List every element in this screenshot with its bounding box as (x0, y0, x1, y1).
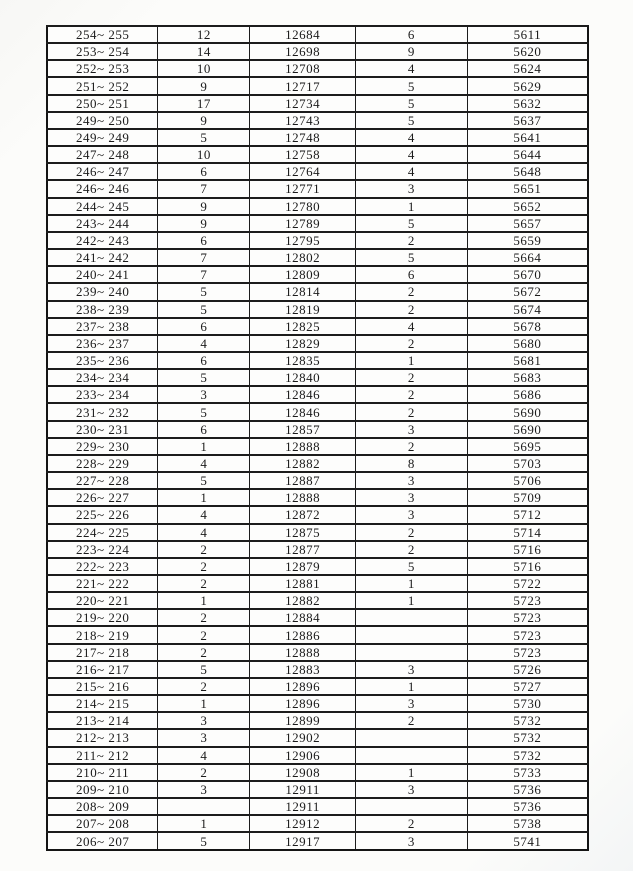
table-cell: 3 (355, 421, 467, 438)
table-cell: 12888 (250, 644, 355, 661)
table-row (47, 489, 588, 506)
table-cell: 5651 (467, 180, 588, 197)
score-distribution-table (46, 25, 589, 851)
table-cell: 5722 (467, 575, 588, 592)
table-cell: 3 (158, 712, 250, 729)
table-cell: 5712 (467, 506, 588, 523)
score-range-cell: 227~ 228 (47, 472, 158, 489)
table-row (47, 747, 588, 764)
table-row (47, 352, 588, 369)
table-row (47, 678, 588, 695)
table-row (47, 266, 588, 283)
table-cell: 6 (158, 232, 250, 249)
table-cell: 12 (158, 26, 250, 43)
table-cell: 9 (355, 43, 467, 60)
table-cell: 2 (355, 438, 467, 455)
table-cell: 3 (355, 661, 467, 678)
score-range-cell: 246~ 247 (47, 163, 158, 180)
table-cell: 5652 (467, 198, 588, 215)
score-range-cell: 230~ 231 (47, 421, 158, 438)
table-cell: 12875 (250, 524, 355, 541)
table-cell: 12908 (250, 764, 355, 781)
table-cell: 3 (355, 506, 467, 523)
table-cell: 2 (355, 403, 467, 420)
table-cell: 12887 (250, 472, 355, 489)
table-row (47, 438, 588, 455)
table-cell: 5 (355, 77, 467, 94)
table-cell: 1 (355, 575, 467, 592)
table-cell: 5741 (467, 832, 588, 850)
score-range-cell: 229~ 230 (47, 438, 158, 455)
table-cell: 14 (158, 43, 250, 60)
table-cell: 12743 (250, 112, 355, 129)
table-row (47, 815, 588, 832)
table-row (47, 146, 588, 163)
table-row (47, 403, 588, 420)
table-cell: 5 (158, 832, 250, 850)
score-range-cell: 206~ 207 (47, 832, 158, 850)
table-row (47, 386, 588, 403)
table-cell: 5730 (467, 695, 588, 712)
table-cell: 3 (158, 781, 250, 798)
score-range-cell: 225~ 226 (47, 506, 158, 523)
score-range-cell: 251~ 252 (47, 77, 158, 94)
table-row (47, 112, 588, 129)
table-cell: 12717 (250, 77, 355, 94)
table-cell: 9 (158, 215, 250, 232)
table-row (47, 626, 588, 643)
table-row (47, 764, 588, 781)
table-cell: 5664 (467, 249, 588, 266)
table-cell: 5 (355, 249, 467, 266)
score-range-cell: 254~ 255 (47, 26, 158, 43)
score-range-cell: 212~ 213 (47, 729, 158, 746)
table-cell (355, 609, 467, 626)
table-cell: 12825 (250, 318, 355, 335)
table-cell: 4 (355, 146, 467, 163)
table-row (47, 249, 588, 266)
table-cell: 4 (355, 129, 467, 146)
table-row (47, 43, 588, 60)
table-cell: 3 (355, 781, 467, 798)
table-cell (355, 798, 467, 815)
table-cell: 12780 (250, 198, 355, 215)
score-range-cell: 246~ 246 (47, 180, 158, 197)
table-cell: 6 (355, 26, 467, 43)
score-range-cell: 222~ 223 (47, 558, 158, 575)
table-cell: 5644 (467, 146, 588, 163)
table-cell: 4 (158, 455, 250, 472)
table-cell: 12872 (250, 506, 355, 523)
table-cell: 5 (158, 661, 250, 678)
table-cell: 4 (355, 318, 467, 335)
table-row (47, 77, 588, 94)
table-cell: 5732 (467, 712, 588, 729)
table-cell: 5683 (467, 369, 588, 386)
table-body (47, 26, 588, 850)
table-row (47, 832, 588, 850)
table-cell: 2 (355, 301, 467, 318)
table-cell: 2 (158, 558, 250, 575)
table-cell: 12917 (250, 832, 355, 850)
table-cell: 12802 (250, 249, 355, 266)
table-row (47, 609, 588, 626)
score-range-cell: 247~ 248 (47, 146, 158, 163)
table-cell: 4 (158, 747, 250, 764)
score-range-cell: 250~ 251 (47, 95, 158, 112)
table-cell: 12829 (250, 335, 355, 352)
table-row (47, 712, 588, 729)
score-range-cell: 233~ 234 (47, 386, 158, 403)
table-cell: 5690 (467, 421, 588, 438)
table-cell: 12877 (250, 541, 355, 558)
table-cell: 5723 (467, 644, 588, 661)
table-cell: 5641 (467, 129, 588, 146)
score-range-cell: 214~ 215 (47, 695, 158, 712)
table-cell: 4 (158, 524, 250, 541)
table-cell: 5629 (467, 77, 588, 94)
score-range-cell: 241~ 242 (47, 249, 158, 266)
table-cell: 12789 (250, 215, 355, 232)
table-cell (158, 798, 250, 815)
table-cell: 1 (158, 592, 250, 609)
table-row (47, 472, 588, 489)
table-cell: 12758 (250, 146, 355, 163)
table-row (47, 198, 588, 215)
table-cell: 5738 (467, 815, 588, 832)
table-cell: 1 (355, 678, 467, 695)
table-cell: 5723 (467, 609, 588, 626)
table-cell: 5681 (467, 352, 588, 369)
table-cell: 5632 (467, 95, 588, 112)
table-cell: 10 (158, 60, 250, 77)
table-cell: 5723 (467, 592, 588, 609)
table-cell (355, 729, 467, 746)
table-cell: 1 (355, 352, 467, 369)
table-row (47, 163, 588, 180)
score-range-cell: 234~ 234 (47, 369, 158, 386)
table-cell: 4 (158, 506, 250, 523)
table-row (47, 524, 588, 541)
table-cell: 5 (355, 112, 467, 129)
table-cell: 12912 (250, 815, 355, 832)
table-cell: 5637 (467, 112, 588, 129)
table-cell: 5 (355, 215, 467, 232)
score-range-cell: 243~ 244 (47, 215, 158, 232)
table-cell: 5 (158, 283, 250, 300)
table-cell: 17 (158, 95, 250, 112)
table-cell: 5733 (467, 764, 588, 781)
table-cell: 1 (355, 198, 467, 215)
table-cell: 12879 (250, 558, 355, 575)
table-cell: 12911 (250, 781, 355, 798)
table-cell: 12748 (250, 129, 355, 146)
score-range-cell: 239~ 240 (47, 283, 158, 300)
table-cell: 6 (158, 163, 250, 180)
score-range-cell: 249~ 249 (47, 129, 158, 146)
score-range-cell: 223~ 224 (47, 541, 158, 558)
table-cell: 6 (158, 352, 250, 369)
table-cell: 12888 (250, 438, 355, 455)
table-cell: 5 (158, 301, 250, 318)
table-cell: 5659 (467, 232, 588, 249)
table-cell: 9 (158, 77, 250, 94)
score-range-cell: 216~ 217 (47, 661, 158, 678)
table-cell: 5727 (467, 678, 588, 695)
table-cell: 5624 (467, 60, 588, 77)
table-cell: 2 (158, 678, 250, 695)
table-row (47, 301, 588, 318)
table-cell: 3 (355, 695, 467, 712)
table-cell: 7 (158, 180, 250, 197)
table-cell: 1 (355, 592, 467, 609)
table-row (47, 335, 588, 352)
table-cell: 3 (158, 729, 250, 746)
table-cell: 5680 (467, 335, 588, 352)
table-cell: 4 (355, 60, 467, 77)
table-cell: 5709 (467, 489, 588, 506)
score-range-cell: 218~ 219 (47, 626, 158, 643)
table-cell: 9 (158, 112, 250, 129)
table-cell: 12906 (250, 747, 355, 764)
table-cell: 12882 (250, 592, 355, 609)
table-cell: 2 (158, 609, 250, 626)
score-range-cell: 240~ 241 (47, 266, 158, 283)
score-range-cell: 242~ 243 (47, 232, 158, 249)
table-cell: 12857 (250, 421, 355, 438)
table-cell: 2 (355, 283, 467, 300)
table-cell: 5716 (467, 558, 588, 575)
table-cell: 12708 (250, 60, 355, 77)
table-cell: 2 (158, 626, 250, 643)
table-cell: 3 (355, 489, 467, 506)
table-cell: 12888 (250, 489, 355, 506)
table-row (47, 695, 588, 712)
table-row (47, 644, 588, 661)
table-cell: 1 (158, 695, 250, 712)
table-row (47, 129, 588, 146)
table-cell: 12809 (250, 266, 355, 283)
table-cell: 12896 (250, 678, 355, 695)
table-row (47, 95, 588, 112)
table-row (47, 180, 588, 197)
score-range-cell: 238~ 239 (47, 301, 158, 318)
table-cell: 12734 (250, 95, 355, 112)
table-cell (355, 747, 467, 764)
table-cell: 3 (355, 180, 467, 197)
table-cell: 5732 (467, 747, 588, 764)
table-row (47, 798, 588, 815)
table-row (47, 283, 588, 300)
table-cell: 7 (158, 266, 250, 283)
table-cell: 5 (158, 472, 250, 489)
table-cell: 2 (355, 369, 467, 386)
table-cell: 5657 (467, 215, 588, 232)
table-cell (355, 644, 467, 661)
table-cell: 1 (355, 764, 467, 781)
table-cell: 12911 (250, 798, 355, 815)
table-cell: 5 (158, 369, 250, 386)
table-cell: 5 (355, 95, 467, 112)
score-range-cell: 236~ 237 (47, 335, 158, 352)
score-range-cell: 237~ 238 (47, 318, 158, 335)
table-cell: 12883 (250, 661, 355, 678)
table-cell: 2 (355, 335, 467, 352)
score-range-cell: 228~ 229 (47, 455, 158, 472)
table-cell: 3 (355, 472, 467, 489)
table-cell: 3 (158, 386, 250, 403)
table-cell: 5706 (467, 472, 588, 489)
table-row (47, 26, 588, 43)
table-row (47, 781, 588, 798)
score-range-cell: 209~ 210 (47, 781, 158, 798)
table-cell: 5723 (467, 626, 588, 643)
score-range-cell: 244~ 245 (47, 198, 158, 215)
score-range-cell: 217~ 218 (47, 644, 158, 661)
table-cell: 5620 (467, 43, 588, 60)
table-row (47, 369, 588, 386)
table-cell: 5690 (467, 403, 588, 420)
score-range-cell: 211~ 212 (47, 747, 158, 764)
table-cell: 5695 (467, 438, 588, 455)
score-range-cell: 226~ 227 (47, 489, 158, 506)
table-cell: 5678 (467, 318, 588, 335)
table-row (47, 232, 588, 249)
score-range-cell: 252~ 253 (47, 60, 158, 77)
table-cell: 12795 (250, 232, 355, 249)
table-cell: 1 (158, 815, 250, 832)
table-row (47, 455, 588, 472)
table-row (47, 729, 588, 746)
table-cell: 12896 (250, 695, 355, 712)
table-row (47, 215, 588, 232)
table-cell: 5716 (467, 541, 588, 558)
score-range-cell: 249~ 250 (47, 112, 158, 129)
table-cell: 12882 (250, 455, 355, 472)
table-cell: 12899 (250, 712, 355, 729)
table-cell: 10 (158, 146, 250, 163)
table-cell: 5648 (467, 163, 588, 180)
score-range-cell: 208~ 209 (47, 798, 158, 815)
score-range-cell: 220~ 221 (47, 592, 158, 609)
table-row (47, 60, 588, 77)
table-cell: 2 (355, 524, 467, 541)
table-cell: 8 (355, 455, 467, 472)
table-row (47, 592, 588, 609)
table-cell: 5686 (467, 386, 588, 403)
table-row (47, 506, 588, 523)
score-range-cell: 210~ 211 (47, 764, 158, 781)
table-cell: 5611 (467, 26, 588, 43)
table-row (47, 541, 588, 558)
table-cell: 2 (355, 815, 467, 832)
score-range-cell: 213~ 214 (47, 712, 158, 729)
table-cell: 12846 (250, 386, 355, 403)
table-cell: 2 (355, 541, 467, 558)
table-cell: 12835 (250, 352, 355, 369)
table-cell: 2 (158, 644, 250, 661)
table-cell: 12881 (250, 575, 355, 592)
table-cell: 5732 (467, 729, 588, 746)
score-range-cell: 224~ 225 (47, 524, 158, 541)
table-cell: 2 (355, 232, 467, 249)
table-cell: 12886 (250, 626, 355, 643)
table-cell: 5726 (467, 661, 588, 678)
table-row (47, 318, 588, 335)
table-cell: 9 (158, 198, 250, 215)
table-cell: 6 (355, 266, 467, 283)
table-row (47, 421, 588, 438)
table-cell: 7 (158, 249, 250, 266)
table-cell: 12846 (250, 403, 355, 420)
table-cell: 12884 (250, 609, 355, 626)
table-cell: 12684 (250, 26, 355, 43)
score-range-cell: 231~ 232 (47, 403, 158, 420)
score-range-cell: 253~ 254 (47, 43, 158, 60)
table-cell: 12814 (250, 283, 355, 300)
table-cell: 1 (158, 438, 250, 455)
table-cell: 12902 (250, 729, 355, 746)
score-range-cell: 235~ 236 (47, 352, 158, 369)
table-cell: 2 (158, 764, 250, 781)
table-cell: 6 (158, 318, 250, 335)
score-range-cell: 207~ 208 (47, 815, 158, 832)
table-cell: 2 (158, 575, 250, 592)
table-cell: 5670 (467, 266, 588, 283)
score-range-cell: 221~ 222 (47, 575, 158, 592)
table-cell: 1 (158, 489, 250, 506)
table-cell: 5736 (467, 781, 588, 798)
table-cell: 2 (158, 541, 250, 558)
table-cell: 4 (355, 163, 467, 180)
score-range-cell: 219~ 220 (47, 609, 158, 626)
table-cell: 12698 (250, 43, 355, 60)
table-cell: 12840 (250, 369, 355, 386)
table-cell: 4 (158, 335, 250, 352)
table-cell: 12764 (250, 163, 355, 180)
table-cell: 3 (355, 832, 467, 850)
table-row (47, 661, 588, 678)
table-cell: 2 (355, 712, 467, 729)
score-range-cell: 215~ 216 (47, 678, 158, 695)
table-cell: 5672 (467, 283, 588, 300)
table-row (47, 558, 588, 575)
table-cell: 2 (355, 386, 467, 403)
table-cell: 5736 (467, 798, 588, 815)
table-row (47, 575, 588, 592)
table-cell: 5714 (467, 524, 588, 541)
table-cell: 5 (355, 558, 467, 575)
table-cell: 12771 (250, 180, 355, 197)
table-cell (355, 626, 467, 643)
table-cell: 5 (158, 129, 250, 146)
table-cell: 5674 (467, 301, 588, 318)
table-cell: 5 (158, 403, 250, 420)
table-cell: 6 (158, 421, 250, 438)
table-cell: 12819 (250, 301, 355, 318)
table-cell: 5703 (467, 455, 588, 472)
